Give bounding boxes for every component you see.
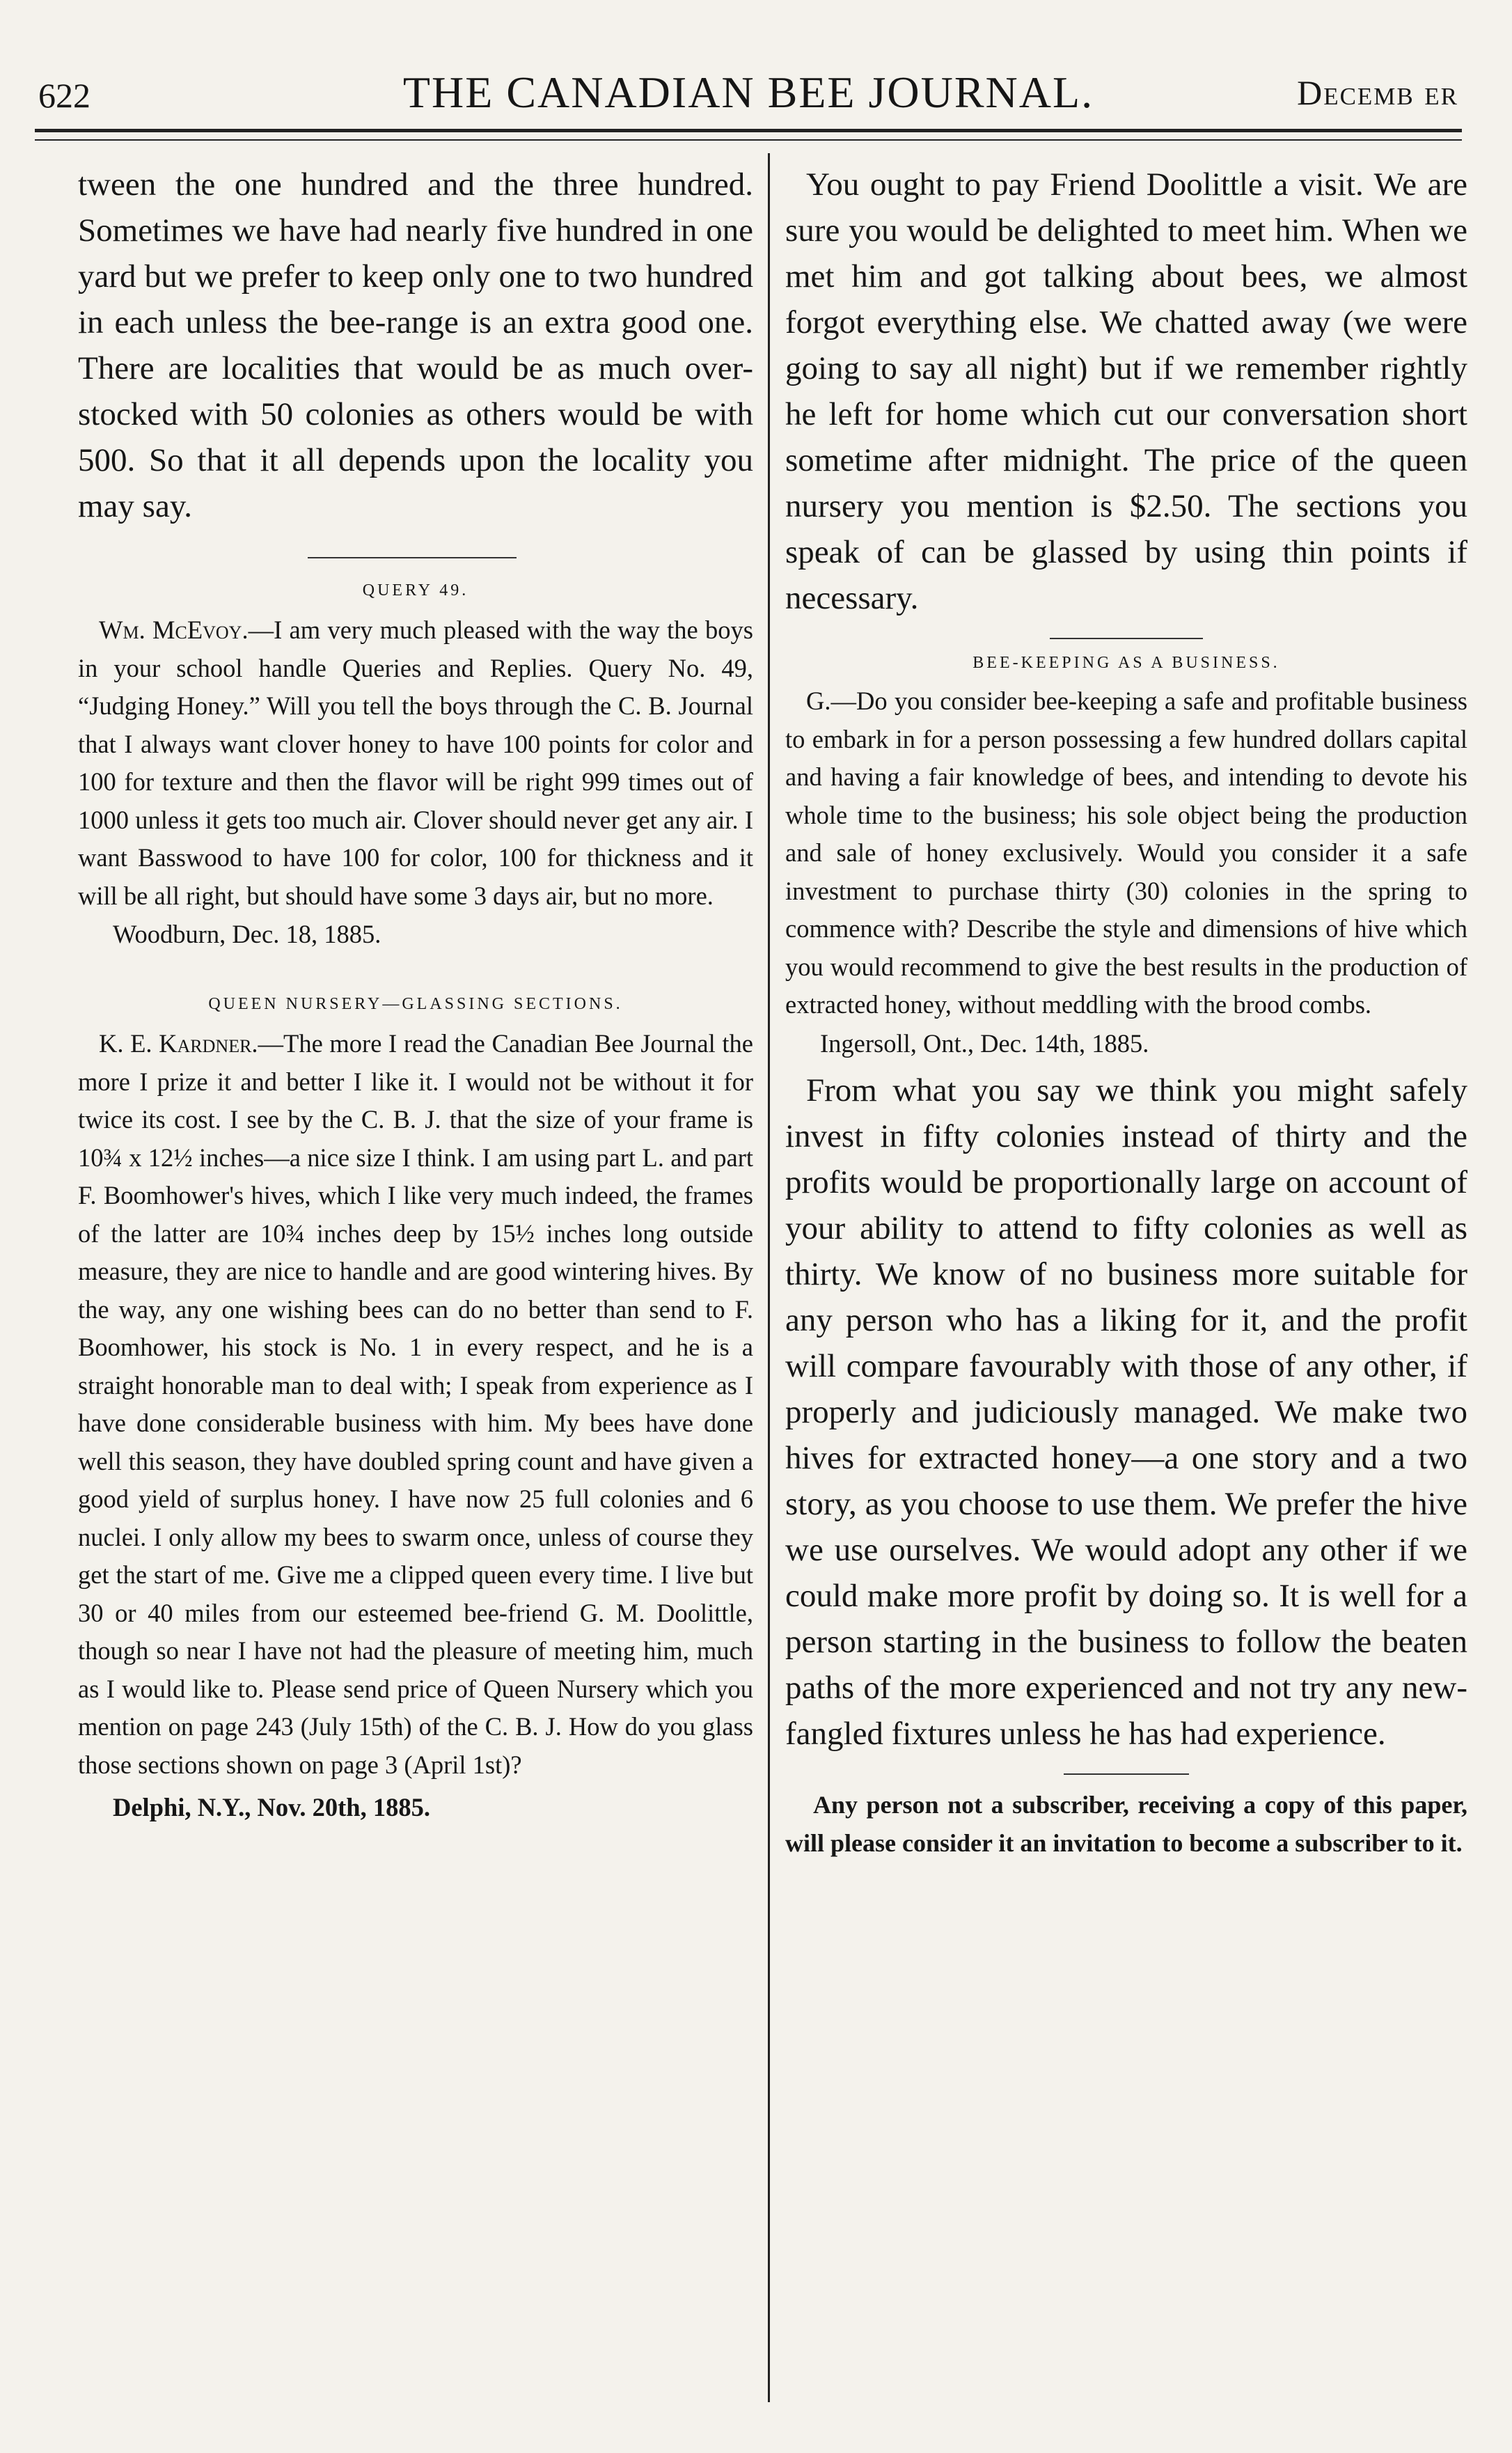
column-divider	[768, 153, 770, 2402]
business-body: —Do you consider bee-keeping a safe and profitable business to embark in for a person possessing a few hundred dollars capital and having a fair knowledge of bees, and intending to devote his whole time to the business; his sole object being the production and sale of honey exclusively. Would you consider it a safe investment to purchase thirty (30) colonies in the spring to commence with? Describe the style and dimensions of hive which you would recommend to give the best results in the production of extracted honey, without meddling with the brood combs.	[785, 687, 1467, 1019]
business-letter	[785, 682, 1467, 1024]
query-letter	[78, 611, 753, 915]
query-author: Wm. McEvoy.	[99, 616, 249, 644]
section-separator	[1050, 638, 1203, 639]
nursery-body: —The more I read the Canadian Bee Journal the more I prize it and better I like it. I would not be without it for twice its cost. I see by the C. B. J. that the size of your frame is 10¾ x 12½ inches—a nice size I think. I am using part L. and part F. Boomhower's hives, which I like very much indeed, the frames of the latter are 10¾ inches deep by 15½ inches long outside measure, they are nice to handle and are good wintering hives. By the way, any one wishing bees can do no better than send to F. Boomhower, his stock is No. 1 in every respect, and he is a straight honorable man to deal with; I speak from experience as I have done considerable business with him. My bees have done well this season, they have doubled spring count and have given a good yield of surplus honey. I have now 25 full colonies and 6 nuclei. I only allow my bees to swarm once, unless of course they get the start of me. Give me a clipped queen every time. I live but 30 or 40 miles from our esteemed bee-friend G. M. Doolittle, though so near I have not had the pleasure of meeting him, much as I would like to. Please send price of Queen Nursery which you mention on page 243 (July 15th) of the C. B. J. How do you glass those sections shown on page 3 (April 1st)?	[78, 1029, 753, 1779]
business-signature: Ingersoll, Ont., Dec. 14th, 1885.	[820, 1028, 1149, 1058]
nursery-heading: QUEEN NURSERY—GLASSING SECTIONS.	[208, 995, 623, 1013]
reply-paragraph: You ought to pay Friend Doolittle a visit. We are sure you would be delighted to meet him. When we met him and got talking about bees, we almost forgot everything else. We chatted away (we were going to say all night) but if we remember rightly he left for home which cut our conversation short sometime after midnight. The price of the queen nursery you mention is $2.50. The sections you speak of can be glassed by using thin points if necessary.	[785, 166, 1467, 616]
query-body: —I am very much pleased with the way the boys in your school handle Queries and Replies. Query No. 49, “Judging Honey.” Will you tell the boys through the C. B. Journal that I always want clover honey to have 100 points for color and 100 for texture and then the flavor will be right 999 times out of 1000 unless it gets too much air. Clover should never get any air. I want Basswood to have 100 for color, 100 for thickness and it will be all right, but should have some 3 days air, but no more.	[78, 616, 753, 910]
page-number: 622	[38, 76, 90, 115]
issue-month: Decemb er	[1297, 73, 1458, 112]
subscriber-notice: Any person not a subscriber, receiving a copy of this paper, will please consider it an invitation to become a subscriber to it.	[785, 1790, 1467, 1857]
query-signature: Woodburn, Dec. 18, 1885.	[113, 920, 381, 948]
section-separator	[1064, 1773, 1189, 1775]
nursery-author: K. E. Kardner.	[99, 1029, 258, 1058]
page-header	[38, 63, 1458, 125]
query-heading: QUERY 49.	[362, 581, 469, 599]
section-separator	[308, 557, 517, 558]
journal-title: THE CANADIAN BEE JOURNAL.	[402, 68, 1094, 117]
intro-paragraph: tween the one hundred and the three hundred. Sometimes we have had nearly five hundred in one yard but we prefer to keep only one to two hundred in each unless the bee-range is an extra good one. There are localities that would be as much over-stocked with 50 colonies as others would be with 500. So that it all depends upon the locality you may say.	[78, 166, 753, 524]
header-rule-thick	[35, 129, 1462, 132]
business-author: G.	[806, 687, 831, 715]
nursery-signature: Delphi, N.Y., Nov. 20th, 1885.	[113, 1793, 430, 1821]
business-reply: From what you say we think you might safely invest in fifty colonies instead of thirty and the profits would be proportionally large on account of your ability to attend to fifty colonies as well as thirty. We know of no business more suitable for any person who has a liking for it, and the profit will compare favourably with those of any other, if properly and judiciously managed. We make two hives for extracted honey—a one story and a two story, as you choose to use them. We prefer the hive we use ourselves. We would adopt any other if we could make more profit by doing so. It is well for a person starting in the business to follow the beaten paths of the more experienced and not try any new-fangled fixtures unless he has had experience.	[785, 1072, 1467, 1752]
right-column	[785, 162, 1467, 1863]
left-column	[78, 162, 753, 1827]
nursery-letter	[78, 1025, 753, 1784]
business-heading: BEE-KEEPING AS A BUSINESS.	[972, 654, 1280, 672]
header-rule-thin	[35, 139, 1462, 141]
